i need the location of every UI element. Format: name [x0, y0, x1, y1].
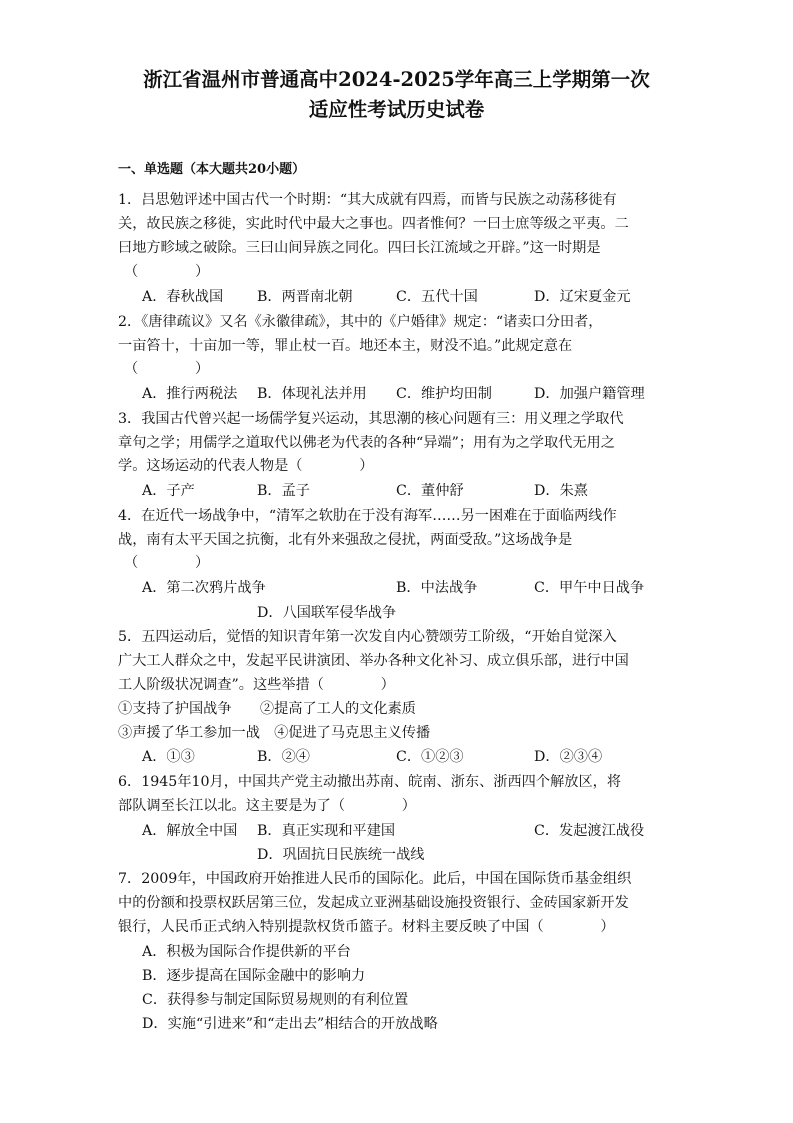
option-b[interactable]: B．孟子	[257, 483, 310, 499]
option-d[interactable]: D．加强户籍管理	[534, 386, 645, 402]
exam-title-line2: 适应性考试历史试卷	[308, 98, 485, 121]
section-heading: 一、单选题（本大题共20小题）	[118, 162, 306, 177]
question-text-line: 部队调至长江以北。这主要是为了（ ）	[118, 798, 416, 814]
question-text-line: 章句之学；用儒学之道取代以佛老为代表的各种“异端”；用有为之学取代无用之	[118, 435, 615, 451]
option-b[interactable]: B．真正实现和平建国	[257, 823, 396, 839]
question-text-line: 广大工人群众之中，发起平民讲演团、举办各种文化补习、成立俱乐部，进行中国	[118, 653, 629, 669]
question-text-line: 7．2009年，中国政府开始推进人民币的国际化。此后，中国在国际货币基金组织	[118, 871, 632, 887]
option-b[interactable]: B．两晋南北朝	[257, 289, 353, 305]
option-a[interactable]: A．解放全中国	[142, 823, 238, 839]
option-c[interactable]: C．获得参与制定国际贸易规则的有利位置	[142, 992, 409, 1008]
option-c[interactable]: C．五代十国	[396, 289, 478, 305]
question-text-line: 3．我国古代曾兴起一场儒学复兴运动，其思潮的核心问题有三：用义理之学取代	[118, 411, 624, 427]
answer-blank: （ ）	[124, 361, 210, 377]
option-a[interactable]: A．①③	[142, 749, 195, 765]
option-d[interactable]: D．②③④	[534, 749, 603, 765]
option-d[interactable]: D．实施“引进来”和“走出去”相结合的开放战略	[142, 1016, 438, 1032]
option-b[interactable]: B．②④	[257, 749, 310, 765]
question-text-line: 中的份额和投票权跃居第三位，发起成立亚洲基础设施投资银行、金砖国家新开发	[118, 895, 629, 911]
option-a[interactable]: A．子产	[142, 483, 195, 499]
option-d[interactable]: D．朱熹	[534, 483, 588, 499]
option-b[interactable]: B．体现礼法并用	[257, 386, 367, 402]
question-text-line: 2．《唐律疏议》又名《永徽律疏》，其中的《户婚律》规定：“诸卖口分田者，	[118, 314, 603, 330]
question-text-line: 工人阶级状况调查”。这些举措（ ）	[118, 677, 395, 693]
question-text-line: 学。这场运动的代表人物是（ ）	[118, 458, 374, 474]
question-text-line: 4．在近代一场战争中，“清军之软肋在于没有海军……另一困难在于面临两线作	[118, 508, 617, 524]
answer-blank: （ ）	[124, 555, 210, 571]
answer-blank: （ ）	[124, 264, 210, 280]
exam-title-line1: 浙江省温州市普通高中2024-2025学年高三上学期第一次	[143, 68, 650, 91]
question-text-line: 关，故民族之移徙，实此时代中最大之事也。四者惟何？一曰士庶等级之平夷。二	[118, 216, 629, 232]
option-d[interactable]: D．八国联军侵华战争	[257, 605, 397, 621]
question-text-line: 银行，人民币正式纳入特别提款权货币篮子。材料主要反映了中国（ ）	[118, 919, 615, 935]
question-text-line: 战，南有太平天国之抗衡，北有外来强敌之侵扰，两面受敌。”这场战争是	[118, 532, 573, 548]
option-a[interactable]: A．春秋战国	[142, 289, 224, 305]
question-text-line: 1．吕思勉评述中国古代一个时期：“其大成就有四焉，而皆与民族之动荡移徙有	[118, 192, 617, 208]
option-c[interactable]: C．甲午中日战争	[534, 580, 645, 596]
option-c[interactable]: C．董仲舒	[396, 483, 464, 499]
option-b[interactable]: B．逐步提高在国际金融中的影响力	[142, 968, 366, 984]
question-text-line: 曰地方畛域之破除。三曰山间异族之同化。四曰长江流域之开辟。”这一时期是	[118, 240, 601, 256]
option-c[interactable]: C．维护均田制	[396, 386, 492, 402]
statement-line: ③声援了华工参加一战 ④促进了马克思主义传播	[118, 725, 431, 741]
option-d[interactable]: D．辽宋夏金元	[534, 289, 631, 305]
question-text-line: 5．五四运动后，觉悟的知识青年第一次发自内心赞颂劳工阶级，“开始自觉深入	[118, 629, 617, 645]
question-text-line: 一亩笞十，十亩加一等，罪止杖一百。地还本主，财没不追。”此规定意在	[118, 338, 573, 354]
option-a[interactable]: A．推行两税法	[142, 386, 238, 402]
option-b[interactable]: B．中法战争	[396, 580, 478, 596]
option-a[interactable]: A．第二次鸦片战争	[142, 580, 266, 596]
statement-line: ①支持了护国战争 ②提高了工人的文化素质	[118, 701, 416, 717]
option-c[interactable]: C．发起渡江战役	[534, 823, 645, 839]
option-d[interactable]: D．巩固抗日民族统一战线	[257, 847, 425, 863]
question-text-line: 6．1945年10月，中国共产党主动撤出苏南、皖南、浙东、浙西四个解放区，将	[118, 774, 622, 790]
option-c[interactable]: C．①②③	[396, 749, 464, 765]
option-a[interactable]: A．积极为国际合作提供新的平台	[142, 944, 351, 960]
